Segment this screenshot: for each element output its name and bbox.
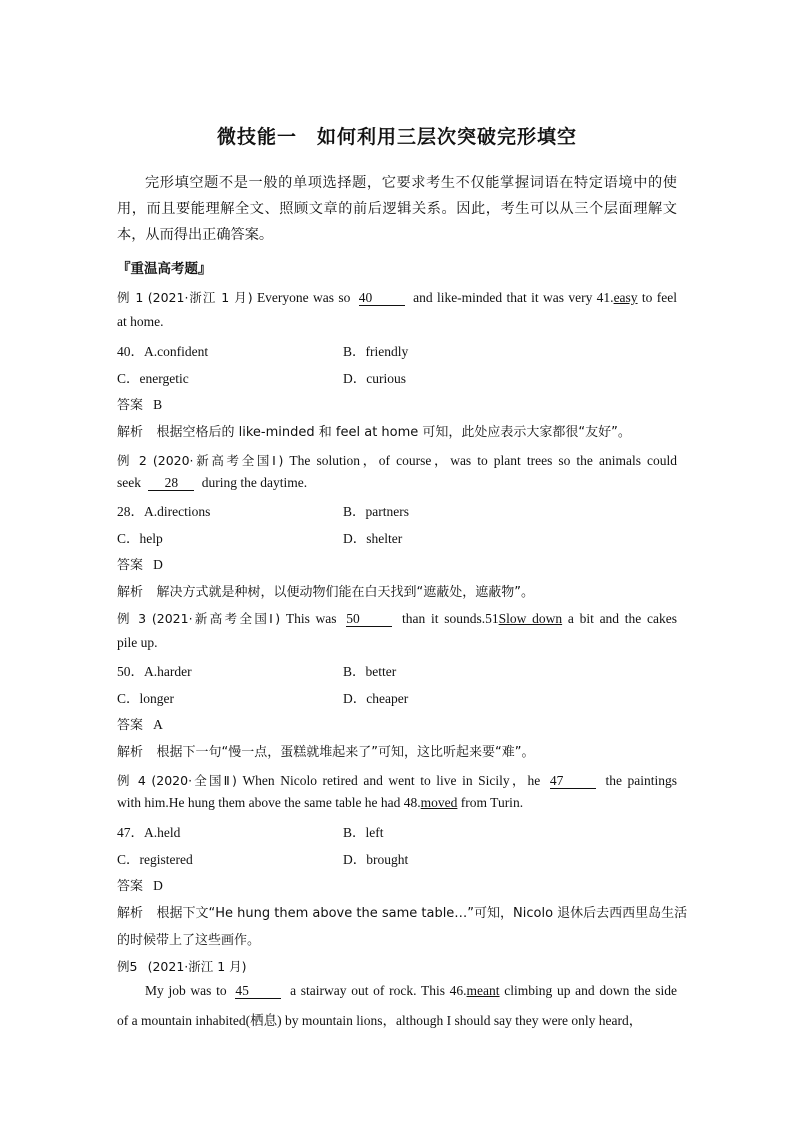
stem-text: a bit and the cakes	[567, 611, 677, 626]
example-5-passage-line-2: of a mountain inhabited(栖息) by mountain lions，although I should say they were only heard，	[117, 1013, 643, 1028]
stem-text: The solution，of course，was to plant trees so the animals could	[289, 453, 678, 468]
stem-text: during the daytime.	[201, 475, 308, 490]
option-b: B．friendly	[343, 344, 409, 359]
example-tag: 例 1	[117, 290, 144, 305]
blank: 47	[550, 774, 596, 789]
example-5-passage-line-1	[145, 983, 677, 999]
example-tag: 例 2	[117, 453, 147, 468]
answer-label: 答案	[117, 879, 144, 894]
stem-continuation: pile up.	[117, 635, 158, 650]
stem-text: This was	[285, 611, 337, 626]
example-source: (2021·浙江 1 月)	[147, 290, 253, 305]
option-c: C．longer	[117, 691, 174, 706]
option-a: 50．A.harder	[117, 664, 192, 679]
stem-text: When Nicolo retired and went to live in Sicily，he	[242, 773, 541, 788]
example-tag: 例 3	[117, 611, 147, 626]
example-tag: 例 4	[117, 773, 146, 788]
option-d: D．cheaper	[343, 691, 409, 706]
option-c: C．help	[117, 531, 163, 546]
option-b: B．partners	[343, 504, 409, 519]
option-b: B．better	[343, 664, 397, 679]
stem-text: a stairway out of rock. This 46.	[290, 983, 467, 998]
analysis-line	[117, 741, 534, 760]
underlined-word: meant	[466, 983, 500, 998]
stem-text: to feel	[641, 290, 678, 305]
stem-text: with him.He hung them above the same table he had 48.	[117, 795, 421, 810]
analysis-text: 的时候带上了这些画作。	[117, 933, 261, 948]
answer-label: 答案	[117, 718, 144, 733]
analysis-line	[117, 421, 631, 440]
option-c: C．registered	[117, 852, 193, 867]
stem-text: Everyone was so	[256, 290, 351, 305]
option-d: D．curious	[343, 371, 406, 386]
example-source: (2020·新高考全国Ⅰ)	[152, 453, 284, 468]
analysis-text: 根据下一句“慢一点，蛋糕就堆起来了”可知，这比听起来要“难”。	[156, 745, 535, 760]
answer-value: D	[153, 557, 163, 572]
underlined-word: easy	[613, 290, 638, 305]
example-2-stem	[117, 449, 677, 469]
analysis-line	[117, 581, 534, 600]
example-source: (2020·全国Ⅱ)	[151, 773, 237, 788]
analysis-label: 解析	[117, 906, 144, 921]
stem-text: and like-minded that it was very 41.	[413, 290, 614, 305]
analysis-label: 解析	[117, 425, 144, 440]
example-source: (2021·浙江 1 月)	[147, 959, 247, 974]
analysis-text: 根据空格后的 like-minded 和 feel at home 可知，此处应表示大家都很“友好”。	[156, 425, 631, 440]
answer-value: D	[153, 878, 163, 893]
option-c: C．energetic	[117, 371, 189, 386]
section-heading: 『重温高考题』	[117, 261, 212, 277]
stem-continuation	[117, 475, 307, 491]
underlined-word: moved	[420, 795, 458, 810]
analysis-line	[117, 902, 687, 921]
blank: 50	[346, 612, 392, 627]
option-d: D．shelter	[343, 531, 403, 546]
example-5-header	[117, 957, 247, 975]
stem-text: seek	[117, 475, 141, 490]
example-1-stem	[117, 288, 677, 306]
stem-continuation	[117, 795, 523, 811]
answer-label: 答案	[117, 398, 144, 413]
example-tag: 例5	[117, 959, 138, 974]
option-a: 40．A.confident	[117, 344, 209, 359]
stem-continuation: at home.	[117, 314, 164, 329]
answer-line	[117, 554, 163, 573]
example-4-stem	[117, 769, 677, 789]
stem-text: climbing up and down the side	[504, 983, 678, 998]
answer-line	[117, 714, 163, 733]
underlined-word: Slow down	[498, 611, 563, 626]
answer-label: 答案	[117, 558, 144, 573]
example-3-stem	[117, 609, 677, 627]
analysis-label: 解析	[117, 585, 144, 600]
stem-text: from Turin.	[460, 795, 524, 810]
analysis-label: 解析	[117, 745, 144, 760]
option-a: 28．A.directions	[117, 504, 211, 519]
option-d: D．brought	[343, 852, 409, 867]
intro-paragraph: 完形填空题不是一般的单项选择题，它要求考生不仅能掌握词语在特定语境中的使用，而且要能理解全文、照顾文章的前后逻辑关系。因此，考生可以从三个层面理解文本，从而得出正确答案。	[117, 175, 677, 243]
option-b: B．left	[343, 825, 384, 840]
stem-text: My job was to	[145, 983, 227, 998]
analysis-continuation	[117, 929, 260, 948]
blank: 45	[235, 984, 281, 999]
analysis-text: 解决方式就是种树，以便动物们能在白天找到“遮蔽处，遮蔽物”。	[156, 585, 534, 600]
answer-value: B	[153, 397, 163, 412]
blank: 28	[148, 476, 194, 491]
answer-line	[117, 394, 162, 413]
answer-line	[117, 875, 163, 894]
answer-value: A	[153, 717, 163, 732]
option-a: 47．A.held	[117, 825, 181, 840]
page-title: 微技能一 如何利用三层次突破完形填空	[216, 126, 577, 148]
blank: 40	[359, 291, 405, 306]
stem-text: than it sounds.51	[402, 611, 499, 626]
analysis-text: 根据下文“He hung them above the same table…”可知，Nicolo 退休后去西西里岛生活	[156, 906, 688, 921]
stem-text: the paintings	[605, 773, 678, 788]
example-source: (2021·新高考全国Ⅰ)	[151, 611, 281, 626]
